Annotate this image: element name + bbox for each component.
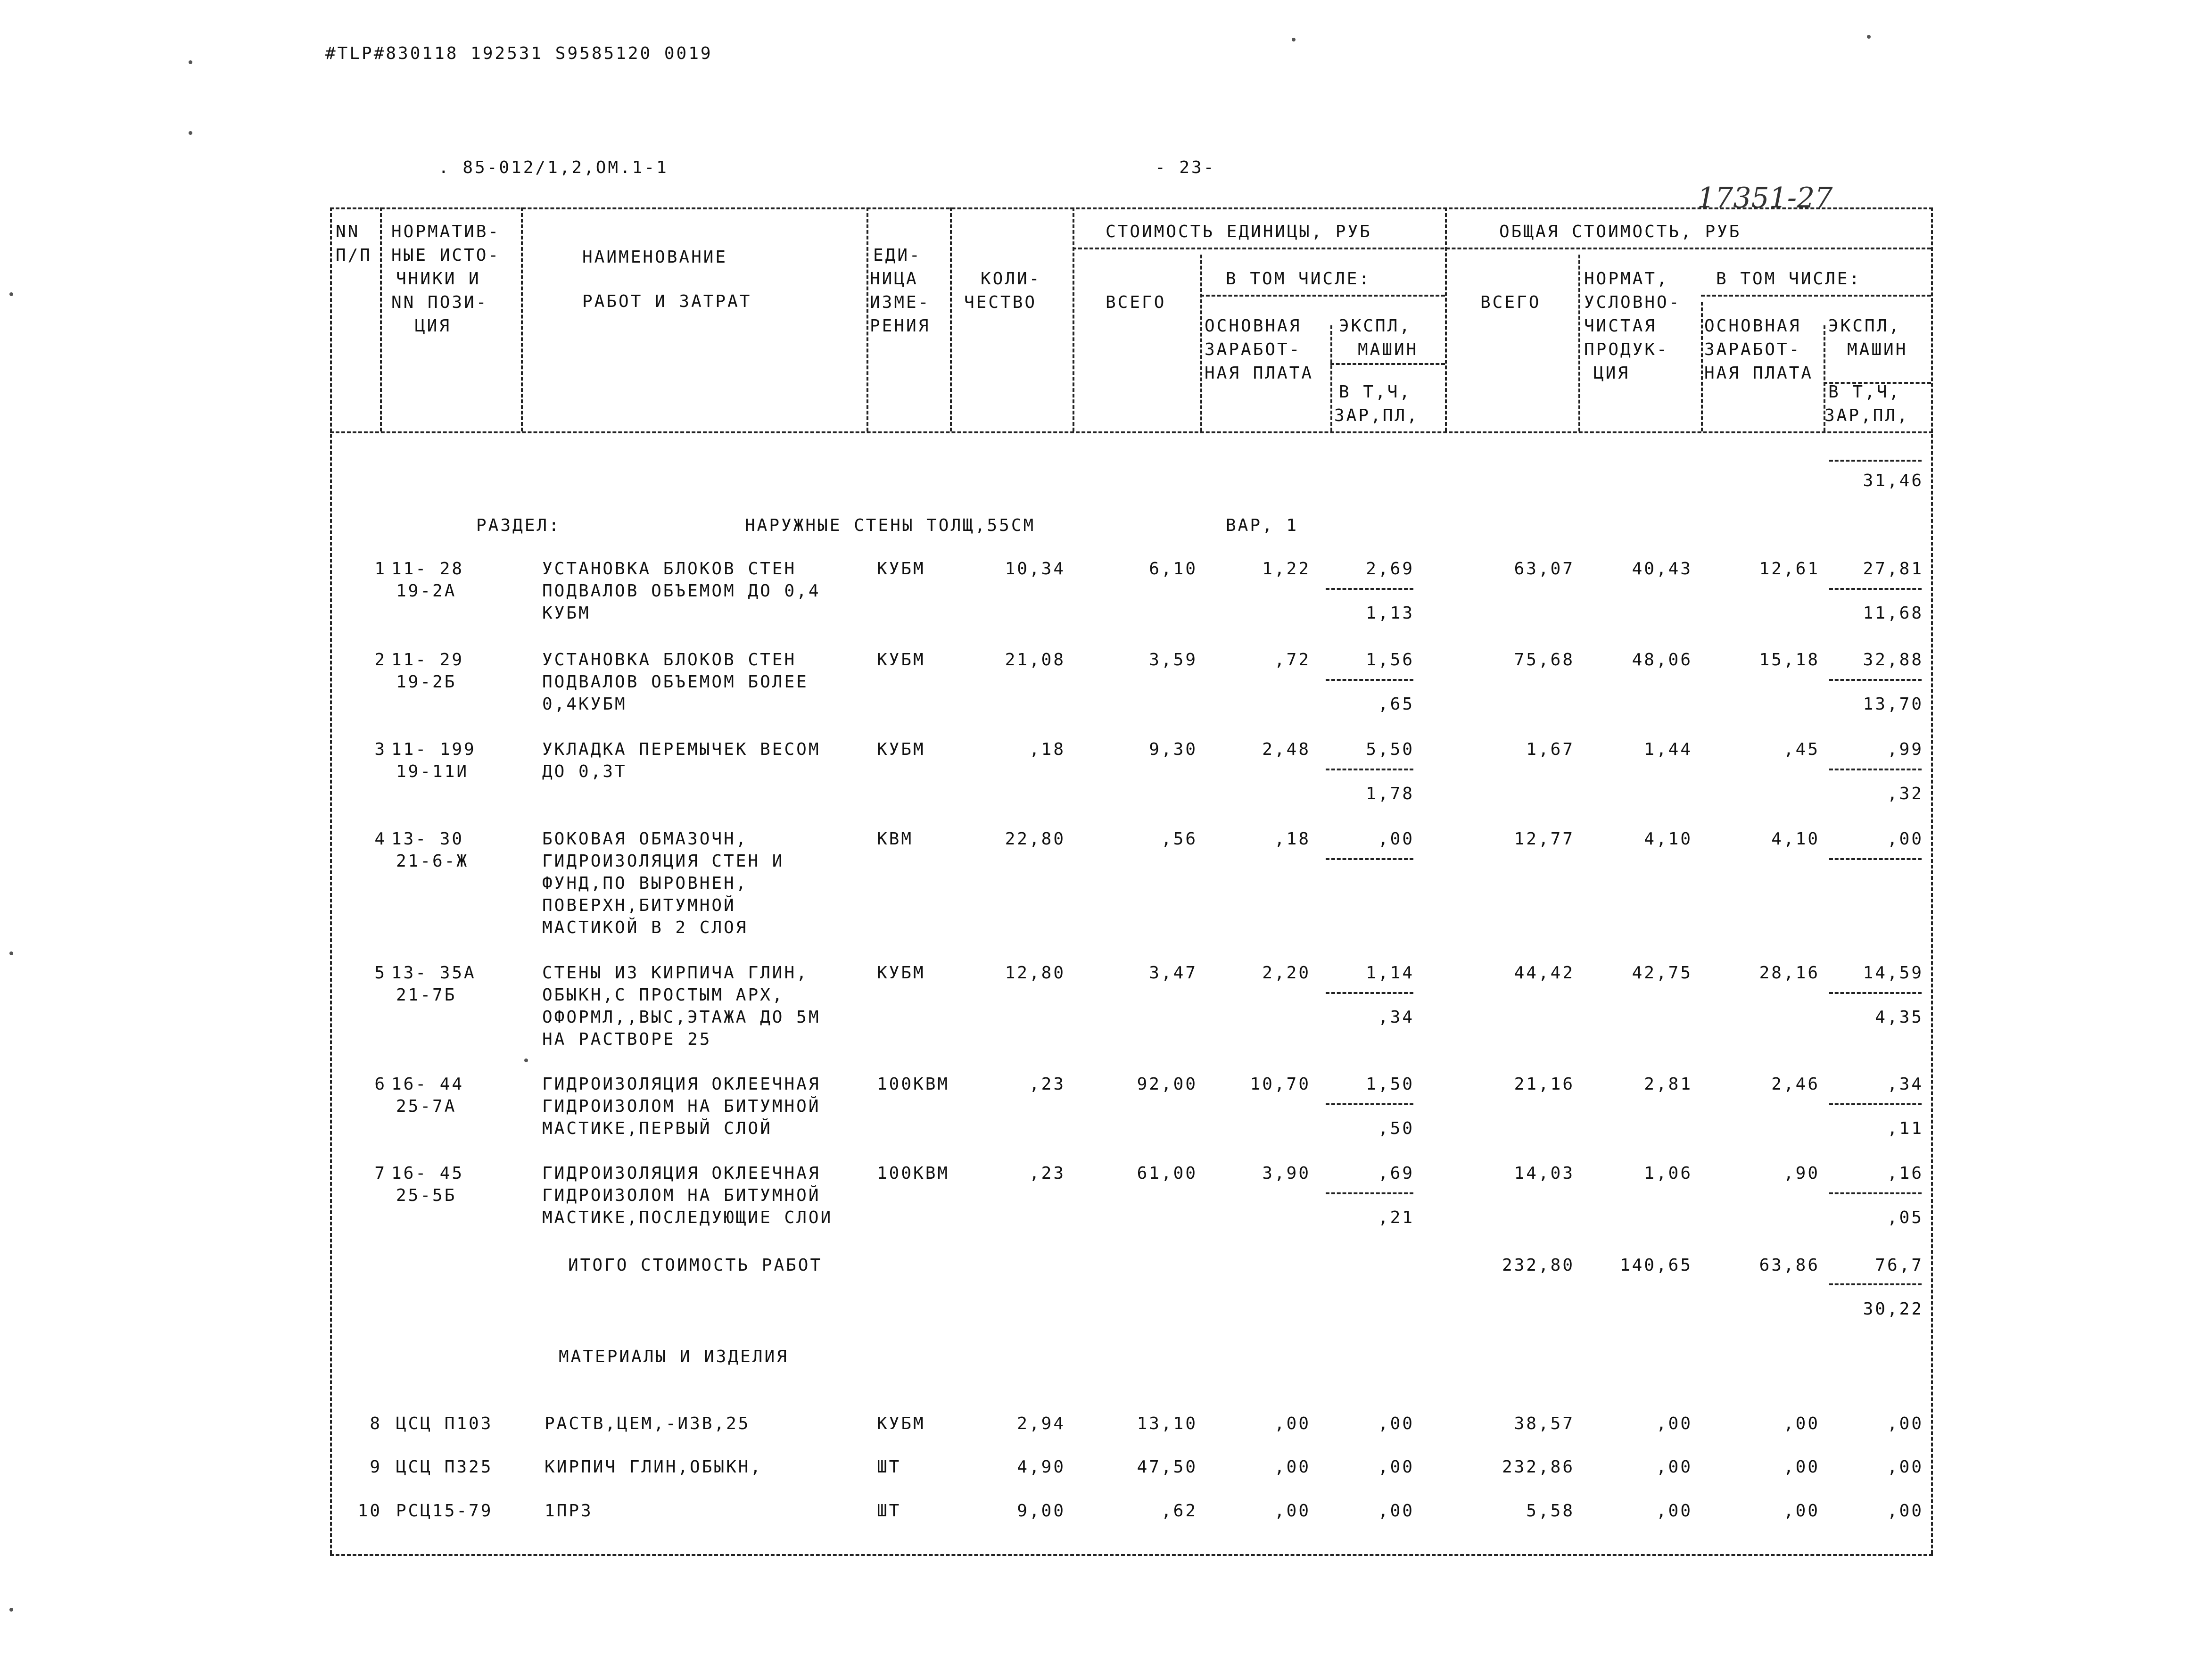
- row-norm-code: 11- 199: [391, 740, 476, 759]
- row-number: 2: [374, 650, 387, 670]
- material-unit-total: 13,10: [1137, 1414, 1197, 1433]
- header-machine-wage: В Т,Ч,: [1339, 382, 1412, 402]
- row-rule: [1326, 769, 1413, 770]
- row-work-name: УКЛАДКА ПЕРЕМЫЧЕК ВЕСОМ: [542, 740, 821, 759]
- header-machine: МАШИН: [1358, 340, 1419, 359]
- row-work-name: ГИДРОИЗОЛЯЦИЯ ОКЛЕЕЧНАЯ: [542, 1075, 821, 1094]
- row-norm-code: 13- 30: [391, 829, 464, 849]
- header-normative-net: НОРМАТ,: [1584, 269, 1669, 289]
- row-total-machine: 32,88: [1863, 650, 1923, 670]
- row-normative: 48,06: [1632, 650, 1692, 670]
- scan-dot: [524, 1059, 528, 1062]
- row-norm-code: 16- 44: [391, 1075, 464, 1094]
- row-machine: 2,69: [1366, 559, 1414, 579]
- header-bottom-border: [330, 431, 1933, 433]
- row-number: 7: [374, 1164, 387, 1183]
- material-total-basic-wage: ,00: [1783, 1457, 1820, 1477]
- row-work-name: КУБМ: [542, 604, 591, 623]
- row-norm-code: 19-11И: [396, 762, 469, 781]
- row-work-name: НА РАСТВОРЕ 25: [542, 1030, 712, 1049]
- row-total-cost: 75,68: [1514, 650, 1575, 670]
- row-total-cost: 12,77: [1514, 829, 1575, 849]
- total-label: ИТОГО СТОИМОСТЬ РАБОТ: [568, 1256, 823, 1275]
- total-basic-wage: 63,86: [1759, 1256, 1820, 1275]
- material-number: 9: [370, 1457, 382, 1477]
- header-quantity: КОЛИ-: [981, 269, 1041, 289]
- row-machine-wage: ,21: [1378, 1208, 1414, 1227]
- row-work-name: ГИДРОИЗОЛЯЦИЯ ОКЛЕЕЧНАЯ: [542, 1164, 821, 1183]
- row-unit-total: 3,59: [1149, 650, 1197, 670]
- row-unit-total: 3,47: [1149, 963, 1197, 983]
- row-basic-wage: 2,48: [1262, 740, 1311, 759]
- row-work-name: МАСТИКЕ,ПОСЛЕДУЮЩИЕ СЛОИ: [542, 1208, 833, 1227]
- row-unit: 100КВМ: [877, 1164, 950, 1183]
- carry-rule: [1829, 460, 1922, 462]
- row-total-basic-wage: 15,18: [1759, 650, 1820, 670]
- section-title: НАРУЖНЫЕ СТЕНЫ ТОЛЩ,55СМ: [745, 516, 1036, 535]
- row-unit-total: 6,10: [1149, 559, 1197, 579]
- header-machine-wage: ЗАР,ПЛ,: [1334, 406, 1419, 425]
- row-total-cost: 14,03: [1514, 1164, 1575, 1183]
- row-total-machine-wage: 13,70: [1863, 695, 1923, 714]
- page-number: - 23-: [1155, 158, 1216, 177]
- row-rule: [1326, 679, 1413, 681]
- row-norm-code: 13- 35А: [391, 963, 476, 983]
- row-unit: КУБМ: [877, 963, 925, 983]
- row-work-name: УСТАНОВКА БЛОКОВ СТЕН: [542, 559, 797, 579]
- row-quantity: 10,34: [1005, 559, 1065, 579]
- row-normative: 1,44: [1644, 740, 1692, 759]
- row-total-basic-wage: 12,61: [1759, 559, 1820, 579]
- row-unit: КУБМ: [877, 650, 925, 670]
- header-basic-wage: ЗАРАБОТ-: [1205, 340, 1302, 359]
- row-unit: КУБМ: [877, 740, 925, 759]
- row-total-machine: 14,59: [1863, 963, 1923, 983]
- row-number: 4: [374, 829, 387, 849]
- row-rule: [1829, 1103, 1922, 1105]
- row-total-machine-wage: 11,68: [1863, 604, 1923, 623]
- scan-dot: [189, 131, 192, 135]
- material-total-cost: 5,58: [1526, 1501, 1575, 1521]
- header-rule: [1200, 295, 1445, 297]
- material-basic-wage: ,00: [1274, 1457, 1311, 1477]
- row-work-name: СТЕНЫ ИЗ КИРПИЧА ГЛИН,: [542, 963, 809, 983]
- material-unit: ШТ: [877, 1457, 901, 1477]
- row-unit-total: 92,00: [1137, 1075, 1197, 1094]
- row-work-name: УСТАНОВКА БЛОКОВ СТЕН: [542, 650, 797, 670]
- row-unit-total: 9,30: [1149, 740, 1197, 759]
- header-separator: [1073, 207, 1074, 431]
- header-normative: ЦИЯ: [415, 316, 452, 336]
- row-normative: 4,10: [1644, 829, 1692, 849]
- material-total-cost: 232,86: [1502, 1457, 1575, 1477]
- row-work-name: ПОДВАЛОВ ОБЪЕМОМ БОЛЕЕ: [542, 672, 809, 692]
- header-normative: ЧНИКИ И: [396, 269, 481, 289]
- row-machine-wage: ,50: [1378, 1119, 1414, 1138]
- row-rule: [1326, 992, 1413, 994]
- document-id: #TLP#830118 192531 S9585120 0019: [325, 44, 713, 63]
- row-norm-code: 16- 45: [391, 1164, 464, 1183]
- row-quantity: 22,80: [1005, 829, 1065, 849]
- table-left-border: [330, 207, 332, 1554]
- row-normative: 2,81: [1644, 1075, 1692, 1094]
- total-machine: 76,7: [1875, 1256, 1923, 1275]
- header-machine2: ЭКСПЛ,: [1828, 316, 1901, 336]
- material-unit: ШТ: [877, 1501, 901, 1521]
- material-quantity: 2,94: [1017, 1414, 1065, 1433]
- row-quantity: ,23: [1029, 1075, 1065, 1094]
- row-rule: [1829, 1192, 1922, 1194]
- material-machine: ,00: [1378, 1501, 1414, 1521]
- row-total-machine: ,00: [1887, 829, 1923, 849]
- materials-title: МАТЕРИАЛЫ И ИЗДЕЛИЯ: [559, 1347, 789, 1366]
- row-unit: 100КВМ: [877, 1075, 950, 1094]
- header-normative-net: ЧИСТАЯ: [1584, 316, 1657, 336]
- table-top-border: [330, 207, 1933, 209]
- header-basic-wage2: НАЯ ПЛАТА: [1704, 364, 1814, 383]
- material-name: КИРПИЧ ГЛИН,ОБЫКН,: [545, 1457, 763, 1477]
- row-machine-wage: 1,78: [1366, 784, 1414, 803]
- section-variant: ВАР, 1: [1226, 516, 1299, 535]
- handwritten-number: 17351-27: [1697, 182, 1833, 215]
- total-rule: [1829, 1283, 1922, 1285]
- material-normative: ,00: [1656, 1457, 1692, 1477]
- material-total-machine: ,00: [1887, 1457, 1923, 1477]
- row-rule: [1829, 992, 1922, 994]
- row-total-cost: 21,16: [1514, 1075, 1575, 1094]
- header-rule: [1330, 363, 1445, 365]
- row-machine-wage: ,34: [1378, 1008, 1414, 1027]
- row-work-name: БОКОВАЯ ОБМАЗОЧН,: [542, 829, 748, 849]
- row-work-name: ОФОРМЛ,,ВЫС,ЭТАЖА ДО 5М: [542, 1008, 821, 1027]
- row-total-basic-wage: 28,16: [1759, 963, 1820, 983]
- material-total-machine: ,00: [1887, 1414, 1923, 1433]
- row-unit-total: ,56: [1161, 829, 1197, 849]
- row-work-name: ГИДРОИЗОЛЯЦИЯ СТЕН И: [542, 852, 784, 871]
- header-including: В ТОМ ЧИСЛЕ:: [1226, 269, 1371, 289]
- row-norm-code: 19-2А: [396, 581, 457, 601]
- header-machine: ЭКСПЛ,: [1339, 316, 1412, 336]
- total-machine-wage: 30,22: [1863, 1299, 1923, 1319]
- row-work-name: ПОВЕРХН,БИТУМНОЙ: [542, 896, 736, 915]
- row-rule: [1829, 588, 1922, 590]
- header-separator: [867, 207, 868, 431]
- row-machine-wage: ,65: [1378, 695, 1414, 714]
- header-separator: [1330, 325, 1332, 431]
- scan-dot: [189, 60, 192, 64]
- row-norm-code: 11- 29: [391, 650, 464, 670]
- header-total2: ВСЕГО: [1480, 293, 1541, 312]
- row-rule: [1829, 769, 1922, 770]
- row-rule: [1829, 679, 1922, 681]
- row-work-name: ФУНД,ПО ВЫРОВНЕН,: [542, 874, 748, 893]
- total-cost: 232,80: [1502, 1256, 1575, 1275]
- row-work-name: ОБЫКН,С ПРОСТЫМ АРХ,: [542, 985, 784, 1005]
- material-number: 10: [357, 1501, 382, 1521]
- header-including2: В ТОМ ЧИСЛЕ:: [1716, 269, 1862, 289]
- row-basic-wage: ,72: [1274, 650, 1311, 670]
- material-basic-wage: ,00: [1274, 1414, 1311, 1433]
- material-name: РАСТВ,ЦЕМ,-ИЗВ,25: [545, 1414, 751, 1433]
- row-rule: [1326, 1103, 1413, 1105]
- material-total-machine: ,00: [1887, 1501, 1923, 1521]
- material-machine: ,00: [1378, 1414, 1414, 1433]
- material-unit-total: ,62: [1161, 1501, 1197, 1521]
- row-rule: [1326, 858, 1413, 860]
- header-machine-wage2: ЗАР,ПЛ,: [1824, 406, 1909, 425]
- material-unit: КУБМ: [877, 1414, 925, 1433]
- scan-dot: [1292, 38, 1296, 41]
- row-norm-code: 21-6-Ж: [396, 852, 469, 871]
- material-code: ЦСЦ П103: [396, 1414, 493, 1433]
- material-number: 8: [370, 1414, 382, 1433]
- document-reference: . 85-012/1,2,ОМ.1-1: [438, 158, 669, 177]
- material-name: 1ПР3: [545, 1501, 593, 1521]
- row-rule: [1829, 858, 1922, 860]
- header-unit: ИЗМЕ-: [870, 293, 931, 312]
- header-normative: NN ПОЗИ-: [391, 293, 488, 312]
- header-total: ВСЕГО: [1106, 293, 1166, 312]
- table-right-border: [1931, 207, 1933, 1554]
- row-machine: 1,56: [1366, 650, 1414, 670]
- row-quantity: 12,80: [1005, 963, 1065, 983]
- row-work-name: ГИДРОИЗОЛОМ НА БИТУМНОЙ: [542, 1186, 821, 1205]
- row-machine: ,00: [1378, 829, 1414, 849]
- header-quantity: ЧЕСТВО: [964, 293, 1037, 312]
- row-total-cost: 44,42: [1514, 963, 1575, 983]
- header-basic-wage2: ЗАРАБОТ-: [1704, 340, 1801, 359]
- header-unit: НИЦА: [870, 269, 918, 289]
- row-number: 3: [374, 740, 387, 759]
- row-work-name: МАСТИКОЙ В 2 СЛОЯ: [542, 918, 748, 937]
- row-total-cost: 1,67: [1526, 740, 1575, 759]
- material-code: РСЦ15-79: [396, 1501, 493, 1521]
- header-normative: НОРМАТИВ-: [391, 222, 501, 241]
- header-separator: [1445, 207, 1447, 431]
- row-norm-code: 19-2Б: [396, 672, 457, 692]
- header-name: НАИМЕНОВАНИЕ: [582, 248, 728, 267]
- row-number: 5: [374, 963, 387, 983]
- header-machine-wage2: В Т,Ч,: [1828, 382, 1901, 402]
- header-separator: [1200, 255, 1202, 431]
- row-work-name: ДО 0,3Т: [542, 762, 627, 781]
- row-unit-total: 61,00: [1137, 1164, 1197, 1183]
- row-total-machine: 27,81: [1863, 559, 1923, 579]
- row-total-cost: 63,07: [1514, 559, 1575, 579]
- header-basic-wage2: ОСНОВНАЯ: [1704, 316, 1801, 336]
- row-machine-wage: 1,13: [1366, 604, 1414, 623]
- row-basic-wage: ,18: [1274, 829, 1311, 849]
- material-total-cost: 38,57: [1514, 1414, 1575, 1433]
- row-quantity: 21,08: [1005, 650, 1065, 670]
- row-normative: 1,06: [1644, 1164, 1692, 1183]
- row-unit: КВМ: [877, 829, 914, 849]
- total-normative: 140,65: [1619, 1256, 1692, 1275]
- scan-dot: [1867, 35, 1871, 39]
- row-unit: КУБМ: [877, 559, 925, 579]
- scan-dot: [9, 951, 13, 955]
- row-number: 6: [374, 1075, 387, 1094]
- row-quantity: ,18: [1029, 740, 1065, 759]
- material-machine: ,00: [1378, 1457, 1414, 1477]
- row-basic-wage: 1,22: [1262, 559, 1311, 579]
- header-normative-net: УСЛОВНО-: [1584, 293, 1681, 312]
- scan-dot: [9, 1608, 13, 1612]
- row-number: 1: [374, 559, 387, 579]
- header-normative: НЫЕ ИСТО-: [391, 246, 501, 265]
- material-quantity: 9,00: [1017, 1501, 1065, 1521]
- header-basic-wage: ОСНОВНАЯ: [1205, 316, 1302, 336]
- carry-over-value: 31,46: [1863, 471, 1923, 490]
- row-normative: 40,43: [1632, 559, 1692, 579]
- row-norm-code: 21-7Б: [396, 985, 457, 1005]
- row-work-name: МАСТИКЕ,ПЕРВЫЙ СЛОЙ: [542, 1119, 772, 1138]
- header-normative-net: ПРОДУК-: [1584, 340, 1669, 359]
- row-basic-wage: 3,90: [1262, 1164, 1311, 1183]
- header-unit: ЕДИ-: [873, 246, 922, 265]
- material-total-basic-wage: ,00: [1783, 1414, 1820, 1433]
- row-total-machine: ,99: [1887, 740, 1923, 759]
- row-basic-wage: 10,70: [1250, 1075, 1311, 1094]
- row-rule: [1326, 1192, 1413, 1194]
- header-nn: NN: [336, 222, 360, 241]
- header-separator: [950, 207, 952, 431]
- header-separator: [1578, 255, 1580, 431]
- scan-dot: [9, 292, 13, 296]
- row-basic-wage: 2,20: [1262, 963, 1311, 983]
- row-total-machine-wage: ,05: [1887, 1208, 1923, 1227]
- row-total-machine: ,34: [1887, 1075, 1923, 1094]
- row-work-name: ГИДРОИЗОЛОМ НА БИТУМНОЙ: [542, 1097, 821, 1116]
- row-total-basic-wage: ,45: [1783, 740, 1820, 759]
- row-norm-code: 25-5Б: [396, 1186, 457, 1205]
- row-total-machine: ,16: [1887, 1164, 1923, 1183]
- material-quantity: 4,90: [1017, 1457, 1065, 1477]
- header-separator: [1701, 302, 1703, 431]
- row-quantity: ,23: [1029, 1164, 1065, 1183]
- header-normative-net: ЦИЯ: [1593, 364, 1630, 383]
- row-norm-code: 25-7А: [396, 1097, 457, 1116]
- row-norm-code: 11- 28: [391, 559, 464, 579]
- header-machine2: МАШИН: [1847, 340, 1908, 359]
- row-work-name: 0,4КУБМ: [542, 695, 627, 714]
- row-machine: 5,50: [1366, 740, 1414, 759]
- row-total-basic-wage: 2,46: [1771, 1075, 1820, 1094]
- header-unit-cost: СТОИМОСТЬ ЕДИНИЦЫ, РУБ: [1106, 222, 1372, 241]
- header-unit: РЕНИЯ: [870, 316, 931, 336]
- row-machine: ,69: [1378, 1164, 1414, 1183]
- header-rule: [1701, 295, 1931, 297]
- header-total-cost: ОБЩАЯ СТОИМОСТЬ, РУБ: [1499, 222, 1742, 241]
- row-work-name: ПОДВАЛОВ ОБЪЕМОМ ДО 0,4: [542, 581, 821, 601]
- header-basic-wage: НАЯ ПЛАТА: [1205, 364, 1314, 383]
- header-separator: [380, 207, 382, 431]
- row-total-basic-wage: 4,10: [1771, 829, 1820, 849]
- header-name: РАБОТ И ЗАТРАТ: [582, 292, 752, 311]
- material-basic-wage: ,00: [1274, 1501, 1311, 1521]
- row-total-machine-wage: ,32: [1887, 784, 1923, 803]
- row-total-basic-wage: ,90: [1783, 1164, 1820, 1183]
- row-machine: 1,14: [1366, 963, 1414, 983]
- section-label: РАЗДЕЛ:: [476, 516, 561, 535]
- row-total-machine-wage: 4,35: [1875, 1008, 1923, 1027]
- material-normative: ,00: [1656, 1414, 1692, 1433]
- row-total-machine-wage: ,11: [1887, 1119, 1923, 1138]
- row-normative: 42,75: [1632, 963, 1692, 983]
- material-normative: ,00: [1656, 1501, 1692, 1521]
- material-unit-total: 47,50: [1137, 1457, 1197, 1477]
- row-machine: 1,50: [1366, 1075, 1414, 1094]
- header-rule: [1073, 248, 1931, 249]
- table-bottom-border: [330, 1554, 1933, 1556]
- header-separator: [521, 207, 523, 431]
- row-rule: [1326, 588, 1413, 590]
- material-total-basic-wage: ,00: [1783, 1501, 1820, 1521]
- material-code: ЦСЦ П325: [396, 1457, 493, 1477]
- header-nn: П/П: [336, 246, 372, 265]
